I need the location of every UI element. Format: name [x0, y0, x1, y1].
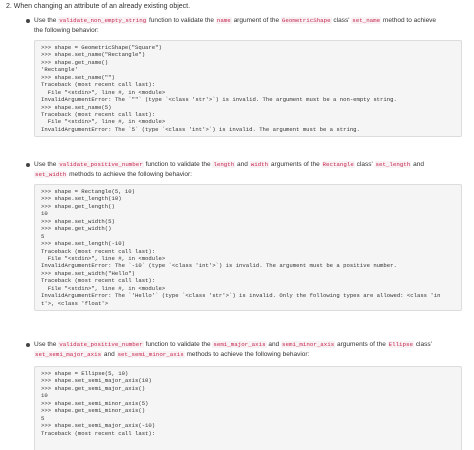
code-line: File "<stdin>", line #, in <module>: [41, 254, 166, 262]
code-line: >>> shape.set_width("Hello"): [41, 269, 135, 277]
bullet-line: [24, 340, 460, 350]
text-run: and: [235, 161, 250, 168]
code-line: Traceback (most recent call last):: [41, 81, 156, 89]
text-run: argument of the: [231, 17, 281, 24]
code-line: File "<stdin>", line #, in <module>: [41, 284, 166, 292]
code-line: File "<stdin>", line #, in <module>: [41, 118, 166, 126]
inline-code: width: [250, 161, 269, 168]
bullet-text: [34, 161, 424, 168]
code-line: >>> shape.get_semi_major_axis(): [41, 384, 146, 392]
bullet-text: [34, 341, 432, 348]
inline-code: set_name: [352, 17, 381, 24]
code-line: >>> shape.get_name(): [41, 58, 109, 66]
code-line: >>> shape.set_semi_major_axis(10): [41, 377, 152, 385]
code-block-3: [34, 366, 462, 450]
code-line: 10: [41, 392, 48, 400]
text-run: Use the: [34, 341, 59, 348]
text-run: Use the: [34, 17, 59, 24]
code-line: >>> shape = Ellipse(5, 10): [41, 370, 129, 377]
text-run: Use the: [34, 161, 59, 168]
inline-code: semi_major_axis: [213, 341, 266, 348]
text-run: function to validate the: [143, 341, 213, 348]
code-line: >>> shape = GeometricShape("Square"): [41, 44, 162, 51]
code-line: >>> shape.get_length(): [41, 202, 115, 210]
section-heading: 2. When changing an attribute of an already existing object.: [6, 3, 191, 10]
code-line: InvalidArgumentError: The `-10` (type `<class 'int'>`) is invalid. The argument must be a positive number.: [41, 262, 397, 270]
text-run: function to validate the: [143, 161, 213, 168]
bullet-line: [24, 160, 460, 170]
code-line: Traceback (most recent call last):: [41, 429, 156, 437]
code-line: >>> shape.set_width(5): [41, 217, 115, 225]
code-line: Traceback (most recent call last):: [41, 247, 156, 255]
code-line: InvalidArgumentError: The `""` (type `<class 'str'>`) is invalid. The argument must be a non-empty string.: [41, 96, 397, 104]
code-line: >>> shape.set_semi_major_axis(-10): [41, 422, 156, 430]
bullet-item-2: [24, 160, 460, 179]
bullet-item-1: [24, 16, 460, 35]
inline-code: Ellipse: [388, 341, 413, 348]
bullet-line: [24, 16, 460, 26]
inline-code: Rectangle: [322, 161, 354, 168]
code-line: >>> shape.set_semi_minor_axis(5): [41, 399, 149, 407]
code-line: >>> shape.set_length(-10): [41, 240, 125, 248]
code-block-2: [34, 184, 462, 311]
text-run: function to validate the: [147, 17, 216, 24]
code-line: Traceback (most recent call last):: [41, 110, 156, 118]
text-run: and: [411, 161, 424, 168]
bullet-text: [34, 351, 309, 358]
text-run: methods to achieve the following behavior:: [67, 170, 192, 178]
code-line: >>> shape.set_name(5): [41, 103, 112, 111]
inline-code: set_length: [375, 161, 411, 168]
code-block-1: [34, 40, 462, 137]
bullet-line: [24, 350, 460, 360]
inline-code: set_semi_major_axis: [35, 350, 102, 358]
text-run: method to achieve: [381, 17, 437, 24]
text-run: arguments of the: [269, 161, 322, 168]
code-line: File "<stdin>", line #, in <module>: [41, 88, 166, 96]
inline-code: semi_minor_axis: [282, 341, 335, 348]
code-line: >>> shape.get_semi_minor_axis(): [41, 407, 146, 415]
code-line: >>> shape.set_name("Rectangle"): [41, 51, 146, 59]
text-run: and: [266, 341, 282, 348]
text-run: class': [413, 341, 432, 348]
inline-code: GeometricShape: [281, 17, 331, 24]
code-line: 5: [41, 232, 45, 240]
bullet-dot-icon: [26, 19, 30, 23]
text-run: class': [354, 161, 375, 168]
text-run: class': [331, 17, 352, 24]
inline-code: name: [216, 17, 231, 24]
text-run: and: [102, 350, 117, 358]
code-line: t'>, <class 'float'>: [41, 299, 109, 307]
inline-code: set_semi_minor_axis: [117, 350, 184, 358]
inline-code: set_width: [35, 170, 67, 178]
text-run: arguments of the: [335, 341, 388, 348]
code-line: 'Rectangle': [41, 66, 78, 74]
bullet-text: the following behavior:: [34, 26, 99, 34]
code-line: InvalidArgumentError: The `5` (type `<class 'int'>`) is invalid. The argument must be a string.: [41, 125, 360, 133]
bullet-line: [24, 26, 460, 36]
code-line: >>> shape.get_width(): [41, 225, 112, 233]
code-line: 5: [41, 414, 45, 422]
code-line: >>> shape.set_length(10): [41, 195, 122, 203]
inline-code: validate_positive_number: [59, 341, 143, 348]
inline-code: length: [213, 161, 235, 168]
text-run: methods to achieve the following behavior:: [184, 350, 310, 358]
bullet-dot-icon: [26, 343, 30, 347]
bullet-dot-icon: [26, 163, 30, 167]
inline-code: validate_positive_number: [59, 161, 143, 168]
code-line: 10: [41, 210, 48, 218]
inline-code: validate_non_empty_string: [59, 17, 147, 24]
code-line: >>> shape.set_name(""): [41, 73, 115, 81]
bullet-text: [34, 17, 436, 24]
bullet-line: [24, 170, 460, 180]
code-line: >>> shape = Rectangle(5, 10): [41, 188, 135, 195]
bullet-item-3: [24, 340, 460, 359]
code-line: Traceback (most recent call last):: [41, 277, 156, 285]
bullet-text: [34, 171, 192, 178]
code-line: InvalidArgumentError: The `'Hello'` (type `<class 'str'>`) is invalid. Only the following types are allowed: <class 'in: [41, 292, 441, 300]
